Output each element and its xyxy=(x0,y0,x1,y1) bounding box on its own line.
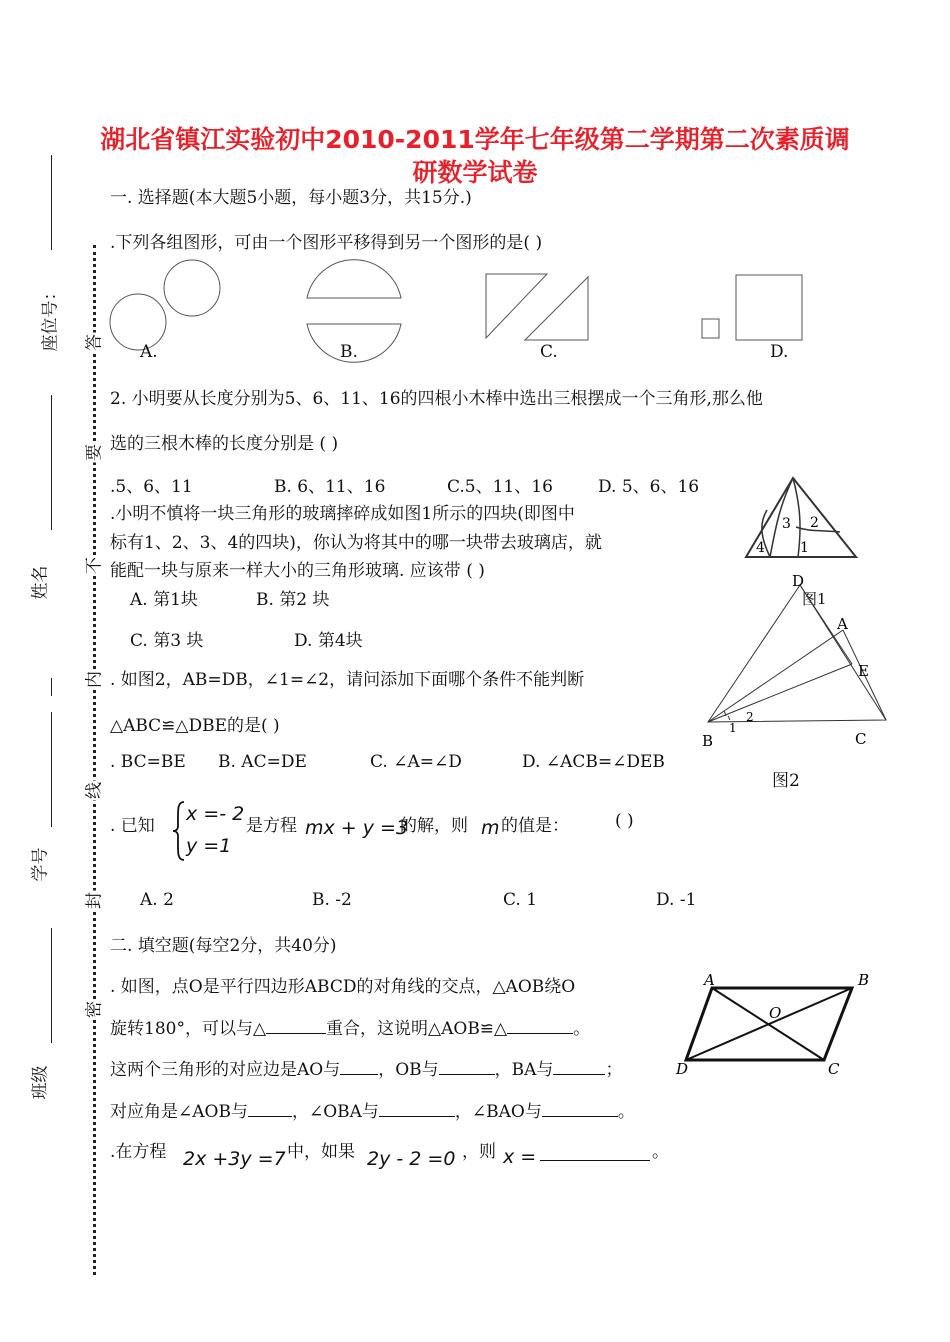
fig1-label-3: 3 xyxy=(782,516,791,532)
fig2-point-d: D xyxy=(792,572,805,590)
q1-option-d: D. xyxy=(770,342,789,362)
para-point-d: D xyxy=(676,1060,689,1078)
fig2-angle-1: 1 xyxy=(729,721,737,735)
q5-option-d: D. -1 xyxy=(656,890,697,910)
q4-option-d: D. ∠ACB=∠DEB xyxy=(522,752,665,772)
q4-line1: . 如图2，AB=DB，∠1=∠2，请问添加下面哪个条件不能判断 xyxy=(110,670,585,690)
fig2-point-c: C xyxy=(855,730,867,748)
q6-l3-c: ，BA与 xyxy=(494,1060,554,1080)
q5-prefix: . 已知 xyxy=(110,816,155,836)
q5-paren: ( ) xyxy=(615,811,634,831)
q6-l3-b: ，OB与 xyxy=(378,1060,439,1080)
q6-blank-2[interactable] xyxy=(507,1033,573,1034)
q1-figures xyxy=(100,255,820,365)
id-line xyxy=(51,712,52,827)
fig2-angle2-arc xyxy=(728,716,730,720)
q7-eq2: 2y - 2 =0 xyxy=(367,1148,456,1170)
q7-var: x = xyxy=(503,1146,537,1168)
q5-brace xyxy=(172,800,186,862)
figure2-caption: 图2 xyxy=(772,771,800,791)
q3-option-c: C. 第3 块 xyxy=(130,631,204,651)
seal-char-5: 线 xyxy=(80,781,105,801)
q6-l2-b: 重合，这说明△AOB≌△ xyxy=(326,1019,508,1039)
fig1-crack-2 xyxy=(793,478,800,557)
q6-l4-b: ，∠OBA与 xyxy=(291,1102,379,1122)
q5-suffix: 的解，则 xyxy=(400,816,468,836)
seat-label: 座位号： xyxy=(40,283,61,352)
class-line xyxy=(51,928,52,1043)
q5-eq1: x =- 2 xyxy=(186,803,245,825)
q1d-large-square xyxy=(736,275,802,340)
fig2-point-b: B xyxy=(702,732,714,750)
q5-option-b: B. -2 xyxy=(312,890,352,910)
q6-l3-a: 这两个三角形的对应边是AO与 xyxy=(110,1060,341,1080)
q1b-upper-segment xyxy=(307,260,401,298)
fig2-point-a: A xyxy=(837,615,848,633)
q3-option-d: D. 第4块 xyxy=(294,631,363,651)
parallelogram-figure xyxy=(672,968,882,1080)
q1-option-b: B. xyxy=(340,342,358,362)
seal-dotted-line xyxy=(93,245,96,1275)
q6-l4-c: ，∠BAO与 xyxy=(454,1102,542,1122)
q6-blank-7[interactable] xyxy=(379,1116,455,1117)
q2-option-c: C.5、11、16 xyxy=(447,477,553,497)
q3-line3: 能配一块与原来一样大小的三角形玻璃. 应该带 ( ) xyxy=(110,561,485,581)
para-point-a: A xyxy=(704,971,715,989)
para-point-b: B xyxy=(858,971,870,989)
q4-option-b: B. AC=DE xyxy=(218,752,307,772)
q6-blank-5[interactable] xyxy=(553,1074,605,1075)
figure2-triangles xyxy=(700,570,890,750)
q1-option-c: C. xyxy=(540,342,558,362)
q6-blank-6[interactable] xyxy=(248,1116,292,1117)
name-label: 姓名 xyxy=(30,565,51,600)
q3-option-b: B. 第2 块 xyxy=(256,590,330,610)
q6-l4-d: 。 xyxy=(617,1102,635,1122)
q5-eq2: y =1 xyxy=(186,835,232,857)
exam-title-line2: 研数学试卷 xyxy=(412,158,538,187)
figure1-broken-triangle xyxy=(740,470,865,565)
fig2-angle-2: 2 xyxy=(746,710,754,724)
section1-heading: 一. 选择题(本大题5小题，每小题3分，共15分.) xyxy=(110,188,472,208)
q6-blank-8[interactable] xyxy=(542,1116,618,1117)
fig1-label-2: 2 xyxy=(810,515,819,531)
q5-option-c: C. 1 xyxy=(503,890,538,910)
q6-line2 xyxy=(110,1014,590,1039)
q2-option-b: B. 6、11、16 xyxy=(274,477,386,497)
divider-line xyxy=(51,678,52,696)
seal-char-2: 要 xyxy=(80,443,105,463)
para-point-o: O xyxy=(769,1004,782,1022)
q6-blank-1[interactable] xyxy=(266,1033,326,1034)
q1-stem: .下列各组图形，可由一个图形平移得到另一个图形的是( ) xyxy=(110,233,543,253)
q1c-triangle-left xyxy=(486,274,547,338)
seal-char-4: 内 xyxy=(80,670,105,690)
q4-option-c: C. ∠A=∠D xyxy=(370,752,462,772)
q5-option-a: A. 2 xyxy=(140,890,174,910)
q4-line2: △ABC≌△DBE的是( ) xyxy=(110,716,280,736)
q6-blank-3[interactable] xyxy=(340,1074,378,1075)
q6-line1: . 如图，点O是平行四边形ABCD的对角线的交点，△AOB绕O xyxy=(110,977,576,997)
q1a-circle-large xyxy=(164,260,220,316)
seal-char-6: 封 xyxy=(80,891,105,911)
exam-title-line1: 湖北省镇江实验初中2010-2011学年七年级第二学期第二次素质调 xyxy=(100,125,850,154)
q1-option-a: A. xyxy=(140,342,158,362)
q5-var: m xyxy=(481,817,500,839)
q6-l2-a: 旋转180°，可以与△ xyxy=(110,1019,267,1039)
q4-option-a: . BC=BE xyxy=(110,752,186,772)
id-label: 学号 xyxy=(30,847,51,882)
q5-mid: 是方程 xyxy=(246,816,297,836)
fig2-triangle-dbc xyxy=(708,585,886,722)
seal-char-7: 密 xyxy=(80,1000,105,1020)
class-label: 班级 xyxy=(30,1065,51,1100)
q7-end: 。 xyxy=(652,1142,669,1162)
q7-prefix: .在方程 xyxy=(110,1142,167,1162)
section2-heading: 二. 填空题(每空2分，共40分) xyxy=(110,936,337,956)
q6-line3 xyxy=(110,1055,622,1080)
figure1-caption: 图1 xyxy=(802,590,827,608)
fig1-label-4: 4 xyxy=(756,540,765,556)
q5-equation: mx + y =3 xyxy=(305,817,409,839)
q2-option-d: D. 5、6、16 xyxy=(598,477,700,497)
q6-blank-4[interactable] xyxy=(439,1074,495,1075)
q7-mid: 中，如果 xyxy=(287,1142,355,1162)
q3-line1: .小明不慎将一块三角形的玻璃摔碎成如图1所示的四块(即图中 xyxy=(110,504,575,524)
q6-l2-c: 。 xyxy=(573,1019,591,1039)
fig2-point-e: E xyxy=(858,662,869,680)
q1d-small-square xyxy=(702,319,719,338)
q3-option-a: A. 第1块 xyxy=(130,590,198,610)
q6-l3-d: ； xyxy=(605,1060,623,1080)
q7-answer-blank[interactable] xyxy=(540,1160,650,1161)
fig1-label-1: 1 xyxy=(800,540,809,556)
para-point-c: C xyxy=(828,1060,840,1078)
q3-line2: 标有1、2、3、4的四块)，你认为将其中的哪一块带去玻璃店，就 xyxy=(110,533,602,553)
seat-line xyxy=(51,155,52,250)
q2-line1: 2. 小明要从长度分别为5、6、11、16的四根小木棒中选出三根摆成一个三角形,那么他 xyxy=(110,389,763,409)
q7-sep: ，则 xyxy=(462,1142,496,1162)
q6-l4-a: 对应角是∠AOB与 xyxy=(110,1102,248,1122)
seal-char-1: 答 xyxy=(80,333,105,353)
q2-option-a: .5、6、11 xyxy=(110,477,193,497)
seal-char-3: 不 xyxy=(80,556,105,576)
name-line xyxy=(51,395,52,530)
q6-line4 xyxy=(110,1097,635,1122)
q2-line2: 选的三根木棒的长度分别是 ( ) xyxy=(110,434,339,454)
q5-end: 的值是： xyxy=(501,816,569,836)
q7-eq1: 2x +3y =7 xyxy=(183,1148,286,1170)
